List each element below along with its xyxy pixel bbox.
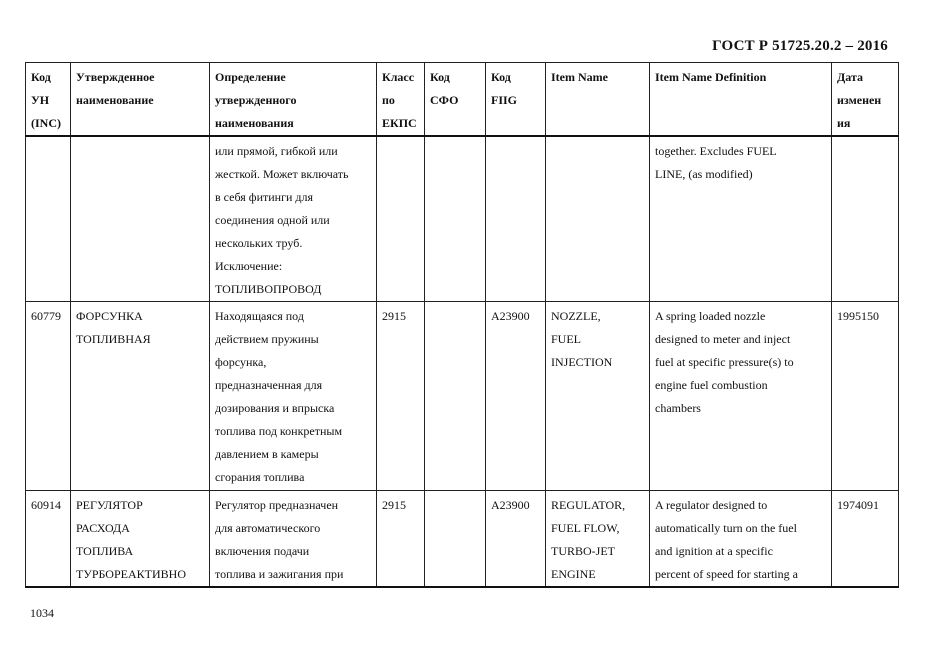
cell-class: 2915 <box>377 302 425 491</box>
cell-item-definition: together. Excludes FUEL LINE, (as modified) <box>650 136 832 302</box>
cell-date: 1995150 <box>832 302 899 491</box>
cell-code <box>26 136 71 302</box>
header-item-name: Item Name <box>546 63 650 137</box>
cell-item-name: NOZZLE, FUEL INJECTION <box>546 302 650 491</box>
cell-name: РЕГУЛЯТОР РАСХОДА ТОПЛИВА ТУРБОРЕАКТИВНО <box>71 491 210 588</box>
cell-sfo <box>425 491 486 588</box>
cell-class: 2915 <box>377 491 425 588</box>
cell-code: 60914 <box>26 491 71 588</box>
document-title: ГОСТ Р 51725.20.2 – 2016 <box>712 38 888 54</box>
header-code-un: Код УН (INC) <box>26 63 71 137</box>
header-code-sfo: Код СФО <box>425 63 486 137</box>
cell-sfo <box>425 136 486 302</box>
cell-definition: или прямой, гибкой или жесткой. Может включать в себя фитинги для соединения одной или нескольких труб. Исключение: ТОПЛИВОПРОВОД <box>210 136 377 302</box>
header-class-ekps: Класс по ЕКПС <box>377 63 425 137</box>
cell-item-definition: A spring loaded nozzle designed to meter and inject fuel at specific pressure(s) to engine fuel combustion chambers <box>650 302 832 491</box>
cell-name <box>71 136 210 302</box>
header-approved-name: Утвержденное наименование <box>71 63 210 137</box>
cell-fiig <box>486 136 546 302</box>
cell-item-definition: A regulator designed to automatically turn on the fuel and ignition at a specific percent of speed for starting a <box>650 491 832 588</box>
header-code-fiig: Код FIIG <box>486 63 546 137</box>
cell-item-name: REGULATOR, FUEL FLOW, TURBO-JET ENGINE <box>546 491 650 588</box>
page-number: 1034 <box>30 606 54 620</box>
cell-name: ФОРСУНКА ТОПЛИВНАЯ <box>71 302 210 491</box>
cell-code: 60779 <box>26 302 71 491</box>
table-row <box>26 491 899 588</box>
table-header-row <box>26 63 899 137</box>
cell-date: 1974091 <box>832 491 899 588</box>
cell-date <box>832 136 899 302</box>
cell-class <box>377 136 425 302</box>
header-change-date: Дата изменен ия <box>832 63 899 137</box>
cell-fiig: A23900 <box>486 302 546 491</box>
catalog-table <box>25 62 899 588</box>
header-item-name-definition: Item Name Definition <box>650 63 832 137</box>
cell-sfo <box>425 302 486 491</box>
cell-fiig: A23900 <box>486 491 546 588</box>
cell-definition: Находящаяся под действием пружины форсунка, предназначенная для дозирования и впрыска топлива под конкретным давлением в камеры сгорания топлива <box>210 302 377 491</box>
table-row <box>26 136 899 302</box>
cell-definition: Регулятор предназначен для автоматического включения подачи топлива и зажигания при <box>210 491 377 588</box>
header-definition: Определение утвержденного наименования <box>210 63 377 137</box>
cell-item-name <box>546 136 650 302</box>
table-row <box>26 302 899 491</box>
